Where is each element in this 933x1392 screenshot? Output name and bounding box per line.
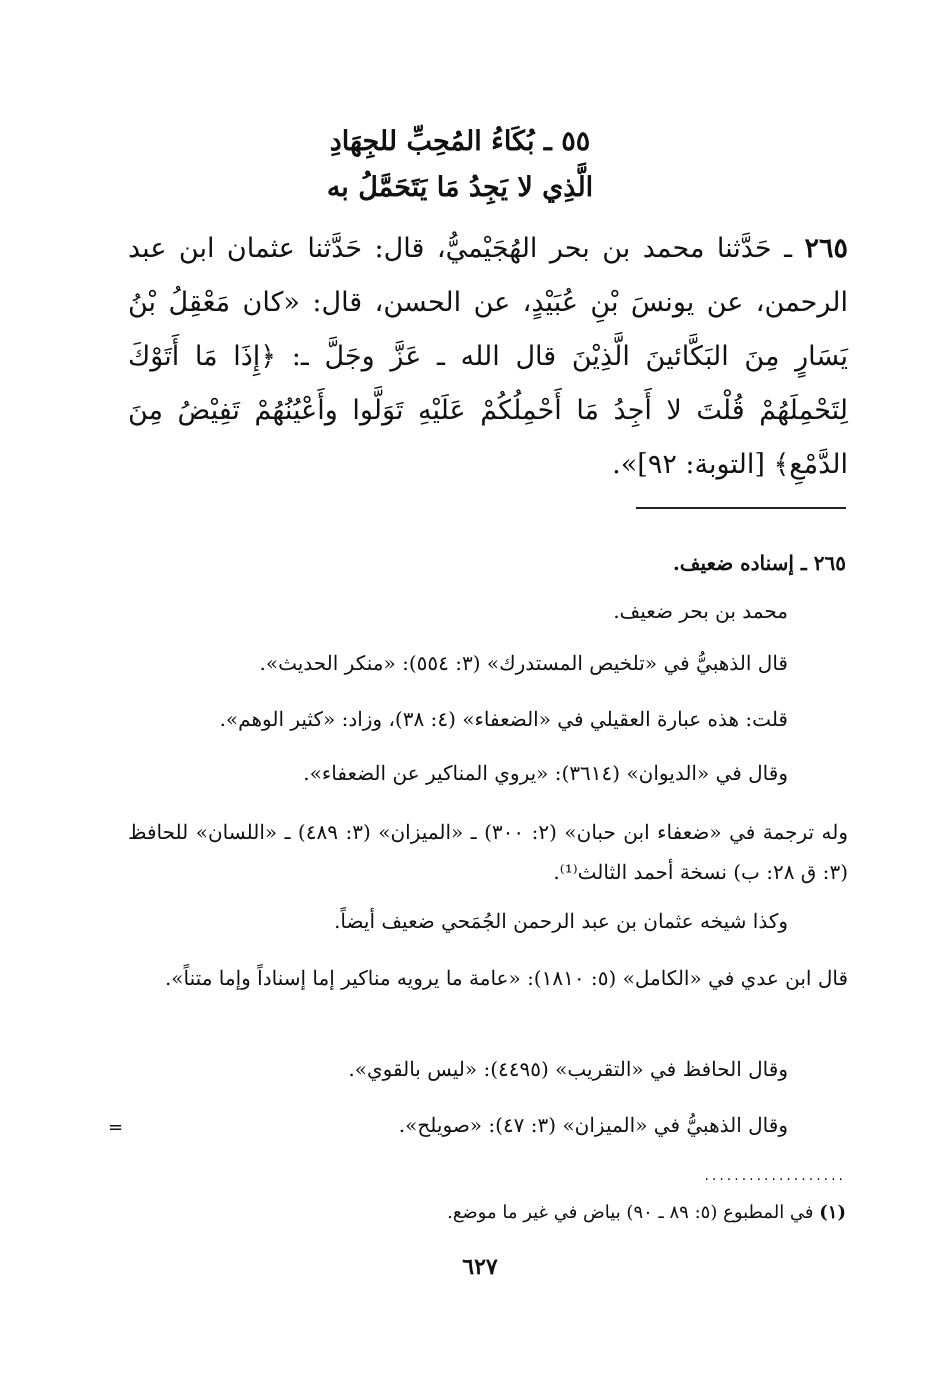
page-number: ٦٢٧ (462, 1254, 498, 1280)
commentary-line: قال ابن عدي في «الكامل» (٥: ١٨١٠): «عامة ما يرويه مناكير إما إسناداً وإما متناً». (164, 966, 848, 990)
footnote-number: (١) (819, 1202, 846, 1223)
commentary-line: وقال الذهبيُّ في «الميزان» (٣: ٤٧): «صويلح». (398, 1113, 788, 1137)
chapter-title-line-1: ٥٥ ـ بُكَاءُ المُحِبِّ للجِهَادِ (329, 126, 591, 157)
commentary-heading: ٢٦٥ ـ إسناده ضعيف. (672, 551, 846, 575)
footnote-text: في المطبوع (٥: ٨٩ ـ ٩٠) بياض في غير ما موضع. (447, 1202, 814, 1223)
hadith-number: ٢٦٥ (804, 233, 848, 264)
commentary-line: قلت: هذه عبارة العقيلي في «الضعفاء» (٤: ٣٨)، وزاد: «كثير الوهم». (219, 707, 788, 731)
commentary-line: محمد بن بحر ضعيف. (613, 599, 788, 623)
footnote (300, 1199, 846, 1227)
continuation-mark: = (108, 1117, 124, 1138)
commentary-line: وكذا شيخه عثمان بن عبد الرحمن الجُمَحي ضعيف أيضاً. (334, 909, 788, 933)
hadith-text-block (128, 222, 848, 492)
hadith-body: ـ حَدَّثنا محمد بن بحر الهُجَيْميُّ، قال: حَدَّثنا عثمان ابن عبد الرحمن، عن يونسَ بْنِ عُبَيْدٍ، عن الحسن، قال: «كان مَعْقِلُ بْنُ يَسَارٍ مِنَ البَكَّائينَ الَّذِيْنَ قال الله ـ عَزَّ وجَلَّ ـ: ﴿إِذَا مَا أَتَوْكَ لِتَحْمِلَهُمْ قُلْتَ لا أَجِدُ مَا أَحْمِلُكُمْ عَلَيْهِ تَوَلَّوا وأَعْيُنُهُمْ تَفِيْضُ مِنَ الدَّمْعِ﴾ [التوبة: ٩٢]». (128, 233, 848, 480)
commentary-line: وقال في «الديوان» (٣٦١٤): «يروي المناكير عن الضعفاء». (303, 761, 788, 785)
commentary-line: قال الذهبيُّ في «تلخيص المستدرك» (٣: ٥٥٤): «منكر الحديث». (259, 651, 788, 675)
chapter-title-line-2: الَّذِي لا يَجِدُ مَا يَتَحَمَّلُ به (326, 172, 594, 203)
commentary-line: وقال الحافظ في «التقريب» (٤٤٩٥): «ليس بالقوي». (348, 1057, 788, 1081)
commentary-line: وله ترجمة في «ضعفاء ابن حبان» (٢: ٣٠٠) ـ «الميزان» (٣: ٤٨٩) ـ «اللسان» للحافظ (٣: ق ٢٨: ب) نسخة أحمد الثالث⁽¹⁾. (128, 820, 849, 884)
section-divider (636, 507, 846, 509)
footnote-separator: ................... (704, 1168, 846, 1184)
